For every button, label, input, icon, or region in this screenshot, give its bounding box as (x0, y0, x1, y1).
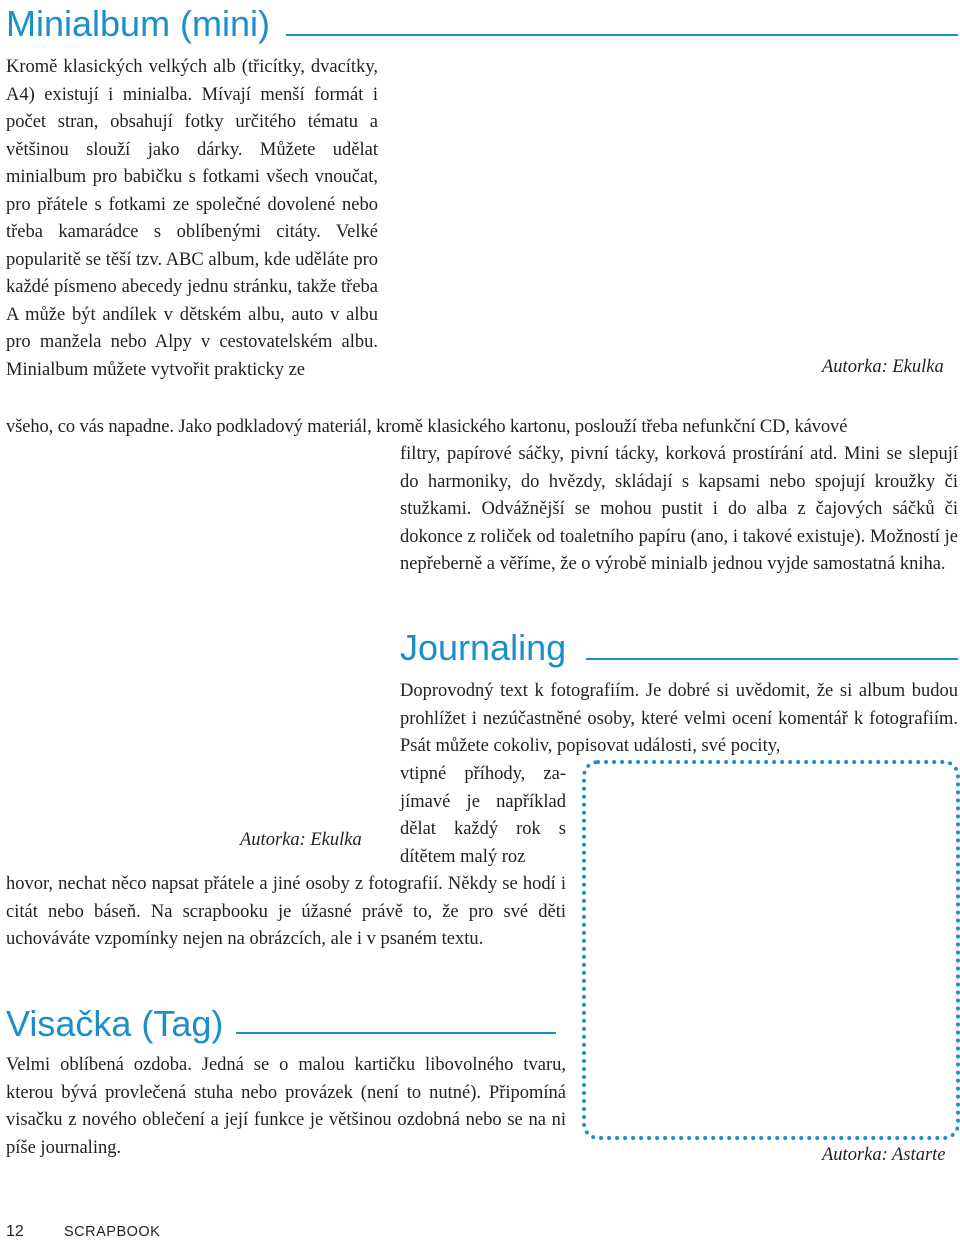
tag-text: Velmi oblíbená ozdoba. Jedná se o malou kartičku libovolného tvaru, kterou bývá provlečená stuha nebo provázek (není to nutné). Připomíná visačku z nového oblečení a její funkce je většinou ozdobná nebo se na ni píše journaling. (6, 1055, 566, 1158)
journaling-text-top: Doprovodný text k fotografiím. Je dobré si uvědomit, že si album budou prohlížet i nezúčastněné osoby, které velmi ocení komentář k fotografiím. Psát můžete cokoliv, popisovat události, své pocity, (400, 681, 958, 756)
photo-frame (582, 760, 960, 1140)
minialbum-text-left: Kromě klasických velkých alb (třicítky, dvacítky, A4) existují i minialba. Mívají menší formát i počet stran, obsahují fotky určitého tématu a většinou slouží jako dárky. Můžete udělat minialbum pro babičku s fotkami všech vnoučat, pro přátele s fotkami ze společné dovolené nebo třeba kamarádce s oblíbenými citáty. Velké popularitě se těší tzv. ABC album, kde uděláte pro každé písmeno abecedy jednu stránku, takže třeba A může být andílek v dětském albu, auto v albu pro manžela nebo Alpy v cestovatelském albu. Minialbum můžete vytvořit prakticky ze (6, 57, 378, 380)
journaling-heading-rule (586, 658, 958, 660)
footer-title: SCRAPBOOK (64, 1224, 161, 1240)
minialbum-heading: Minialbum (mini) (6, 3, 271, 44)
journaling-heading: Journaling (400, 627, 567, 668)
journaling-text-bottom: hovor, nechat něco napsat přátele a jiné osoby z fotografií. Někdy se hodí i citát nebo báseň. Na scrapbooku je úžasné právě to, že pro své děti uchováváte vzpomínky nejen na obrázcích, ale i v psaném textu. (6, 874, 566, 949)
minialbum-text-right: filtry, papírové sáčky, pivní tácky, korková prostírání atd. Mini se slepují do harmoniky, do hvězdy, skládají s kapsami nebo spojují kroužky či stužkami. Odvážnější se mohou pustit i do alba z čajových sáčků či dokonce z roliček od toaletního papíru (ano, i takové existuje). Možností je nepřeberně a věříme, že o výrobě minialb jednou vyjde samostatná kniha. (400, 444, 958, 574)
tag-heading: Visačka (Tag) (6, 1003, 224, 1044)
page-number: 12 (6, 1223, 24, 1240)
tag-photo-caption: Autorka: Astarte (822, 1145, 946, 1165)
minialbum-heading-rule (286, 34, 958, 36)
journaling-photo-caption: Autorka: Ekulka (240, 830, 362, 850)
minialbum-photo-caption: Autorka: Ekulka (822, 357, 944, 377)
minialbum-text-full-line: všeho, co vás napadne. Jako podkladový materiál, kromě klasického kartonu, poslouží třeba nefunkční CD, kávové (6, 417, 848, 437)
tag-heading-rule (236, 1032, 556, 1034)
journaling-text-narrow: vtipné příhody, zajímavé je například dělat každý rok s dítětem malý roz (400, 764, 566, 867)
